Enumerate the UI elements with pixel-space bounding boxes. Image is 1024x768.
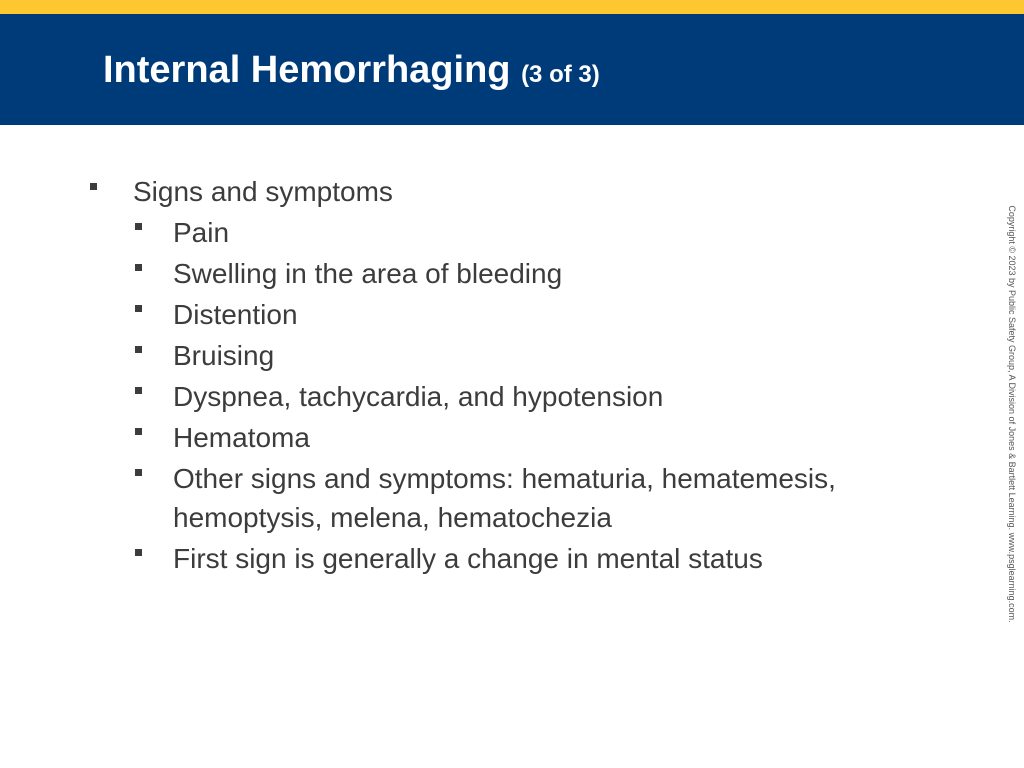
sub-bullet-text: Swelling in the area of bleeding: [173, 258, 563, 289]
sub-bullet-text: Pain: [173, 217, 230, 248]
sub-bullet-text: Bruising: [173, 340, 275, 371]
slide-title: [103, 48, 600, 97]
sub-bullet-item: [133, 459, 928, 537]
sub-bullet-list: [133, 213, 928, 578]
sub-bullet-item: [133, 213, 928, 252]
bullet-text: Signs and symptoms: [133, 176, 393, 207]
square-bullet-icon: [135, 387, 142, 394]
sub-bullet-text: Other signs and symptoms: hematuria, hematemesis, hemoptysis, melena, hematochezia: [173, 463, 836, 533]
sub-bullet-text: Dyspnea, tachycardia, and hypotension: [173, 381, 664, 412]
slide-title-text: Internal Hemorrhaging: [103, 49, 511, 91]
square-bullet-icon: [135, 428, 142, 435]
bullet-list: [88, 175, 928, 578]
bullet-item: [88, 175, 928, 578]
sub-bullet-text: Hematoma: [173, 422, 310, 453]
sub-bullet-item: [133, 254, 928, 293]
square-bullet-icon: [135, 346, 142, 353]
square-bullet-icon: [135, 223, 142, 230]
slide-title-suffix: (3 of 3): [521, 61, 600, 88]
square-bullet-icon: [135, 264, 142, 271]
square-bullet-icon: [135, 305, 142, 312]
sub-bullet-text: Distention: [173, 299, 298, 330]
sub-bullet-item: [133, 539, 928, 578]
sub-bullet-item: [133, 377, 928, 416]
square-bullet-icon: [135, 549, 142, 556]
square-bullet-icon: [135, 469, 142, 476]
copyright-notice: Copyright © 2023 by Public Safety Group, A Division of Jones & Bartlett Learning. www.psglearning.com.: [1007, 205, 1017, 623]
square-bullet-icon: [90, 183, 97, 190]
sub-bullet-item: [133, 295, 928, 334]
sub-bullet-item: [133, 336, 928, 375]
sub-bullet-text: First sign is generally a change in mental status: [173, 543, 763, 574]
accent-stripe: [0, 0, 1024, 14]
sub-bullet-item: [133, 418, 928, 457]
